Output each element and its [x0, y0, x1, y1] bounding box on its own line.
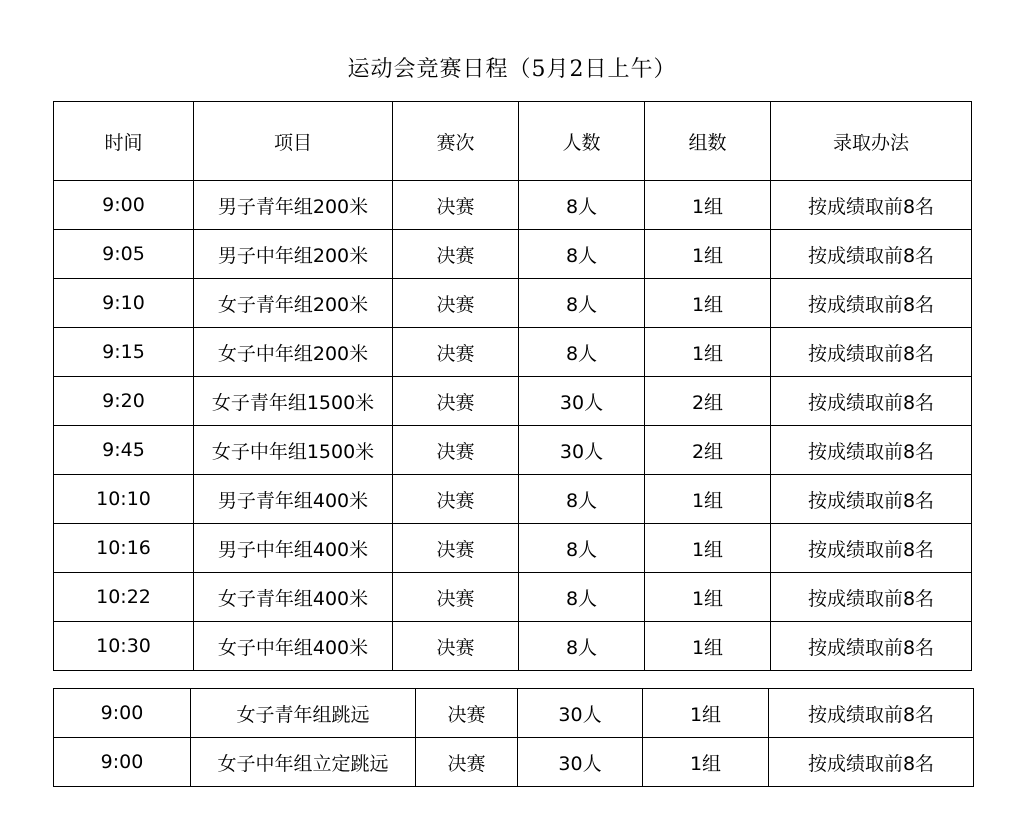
cell-time: 9:45 [54, 426, 194, 475]
cell-round: 决赛 [393, 573, 519, 622]
cell-time: 9:20 [54, 377, 194, 426]
cell-groups: 1组 [643, 689, 769, 738]
schedule-table [53, 101, 972, 671]
cell-time: 10:22 [54, 573, 194, 622]
cell-qualification: 按成绩取前8名 [771, 328, 972, 377]
cell-participants: 8人 [519, 230, 645, 279]
cell-qualification: 按成绩取前8名 [771, 573, 972, 622]
table-row [54, 738, 974, 787]
cell-event: 女子青年组400米 [194, 573, 393, 622]
cell-round: 决赛 [393, 377, 519, 426]
table-row [54, 181, 972, 230]
cell-round: 决赛 [393, 622, 519, 671]
table-row [54, 377, 972, 426]
cell-event: 女子青年组200米 [194, 279, 393, 328]
cell-event: 女子中年组200米 [194, 328, 393, 377]
cell-time: 9:05 [54, 230, 194, 279]
cell-participants: 8人 [519, 573, 645, 622]
cell-groups: 1组 [645, 279, 771, 328]
table-row [54, 328, 972, 377]
cell-event: 男子中年组400米 [194, 524, 393, 573]
cell-round: 决赛 [393, 524, 519, 573]
cell-groups: 1组 [643, 738, 769, 787]
cell-time: 10:10 [54, 475, 194, 524]
cell-groups: 1组 [645, 475, 771, 524]
page-title: 运动会竞赛日程（5月2日上午） [347, 57, 677, 82]
cell-groups: 1组 [645, 181, 771, 230]
cell-participants: 8人 [519, 328, 645, 377]
cell-groups: 1组 [645, 622, 771, 671]
cell-qualification: 按成绩取前8名 [771, 426, 972, 475]
cell-participants: 30人 [519, 426, 645, 475]
cell-participants: 8人 [519, 622, 645, 671]
cell-round: 决赛 [393, 475, 519, 524]
cell-participants: 30人 [518, 689, 643, 738]
cell-participants: 8人 [519, 279, 645, 328]
cell-round: 决赛 [393, 230, 519, 279]
cell-event: 男子中年组200米 [194, 230, 393, 279]
cell-participants: 8人 [519, 475, 645, 524]
header-groups: 组数 [645, 102, 771, 181]
cell-time: 9:00 [54, 181, 194, 230]
cell-time: 10:16 [54, 524, 194, 573]
cell-qualification: 按成绩取前8名 [771, 181, 972, 230]
cell-round: 决赛 [416, 689, 518, 738]
table-row [54, 475, 972, 524]
cell-qualification: 按成绩取前8名 [771, 524, 972, 573]
cell-groups: 2组 [645, 426, 771, 475]
cell-event: 女子中年组立定跳远 [191, 738, 416, 787]
table-row [54, 524, 972, 573]
table-row [54, 573, 972, 622]
cell-time: 9:00 [54, 689, 191, 738]
cell-groups: 1组 [645, 230, 771, 279]
cell-event: 女子中年组400米 [194, 622, 393, 671]
cell-participants: 8人 [519, 524, 645, 573]
header-event: 项目 [194, 102, 393, 181]
table-header-row [54, 102, 972, 181]
cell-qualification: 按成绩取前8名 [771, 377, 972, 426]
cell-time: 9:10 [54, 279, 194, 328]
cell-round: 决赛 [393, 279, 519, 328]
cell-groups: 1组 [645, 524, 771, 573]
cell-qualification: 按成绩取前8名 [771, 230, 972, 279]
cell-time: 10:30 [54, 622, 194, 671]
cell-participants: 8人 [519, 181, 645, 230]
cell-event: 女子青年组跳远 [191, 689, 416, 738]
cell-round: 决赛 [393, 181, 519, 230]
cell-qualification: 按成绩取前8名 [769, 738, 974, 787]
cell-participants: 30人 [519, 377, 645, 426]
header-qualification: 录取办法 [771, 102, 972, 181]
field-events-table [53, 688, 974, 787]
cell-round: 决赛 [393, 328, 519, 377]
cell-qualification: 按成绩取前8名 [771, 622, 972, 671]
cell-event: 男子青年组400米 [194, 475, 393, 524]
header-round: 赛次 [393, 102, 519, 181]
cell-round: 决赛 [416, 738, 518, 787]
cell-groups: 2组 [645, 377, 771, 426]
cell-qualification: 按成绩取前8名 [771, 475, 972, 524]
header-participants: 人数 [519, 102, 645, 181]
cell-participants: 30人 [518, 738, 643, 787]
header-time: 时间 [54, 102, 194, 181]
cell-groups: 1组 [645, 328, 771, 377]
cell-event: 女子青年组1500米 [194, 377, 393, 426]
cell-round: 决赛 [393, 426, 519, 475]
cell-time: 9:15 [54, 328, 194, 377]
cell-qualification: 按成绩取前8名 [771, 279, 972, 328]
cell-time: 9:00 [54, 738, 191, 787]
cell-groups: 1组 [645, 573, 771, 622]
table-row [54, 279, 972, 328]
table-row [54, 426, 972, 475]
table-row [54, 689, 974, 738]
table-row [54, 622, 972, 671]
table-row [54, 230, 972, 279]
cell-qualification: 按成绩取前8名 [769, 689, 974, 738]
cell-event: 男子青年组200米 [194, 181, 393, 230]
cell-event: 女子中年组1500米 [194, 426, 393, 475]
